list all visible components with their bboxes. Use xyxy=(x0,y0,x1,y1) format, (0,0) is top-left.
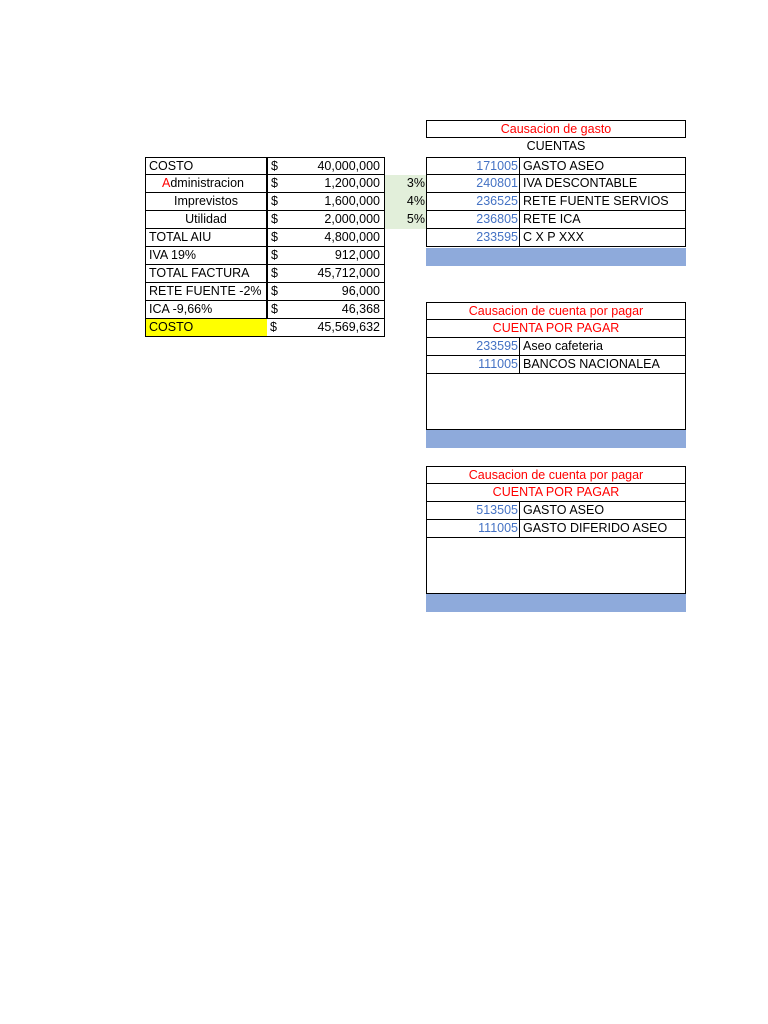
imprevistos-pct: 4% xyxy=(385,193,426,211)
section-footer-bar xyxy=(426,594,686,612)
currency-symbol: $ xyxy=(267,319,287,337)
section-subtitle: CUENTAS xyxy=(526,139,586,153)
imprevistos-amount: 1,600,000 xyxy=(287,193,385,211)
section-title: Causacion de cuenta por pagar xyxy=(426,466,686,484)
section-title: Causacion de gasto xyxy=(426,120,686,138)
account-code: 233595 xyxy=(426,229,520,247)
rete-fuente-amount: 96,000 xyxy=(287,283,385,301)
iva-label: IVA 19% xyxy=(145,247,267,265)
section-footer-bar xyxy=(426,430,686,448)
account-code: 513505 xyxy=(426,502,520,520)
cost-amount: 40,000,000 xyxy=(287,157,385,175)
final-cost-label: COSTO xyxy=(145,319,267,337)
total-aiu-label: TOTAL AIU xyxy=(145,229,267,247)
utilidad-pct: 5% xyxy=(385,211,426,229)
ica-label: ICA -9,66% xyxy=(145,301,267,319)
account-name: BANCOS NACIONALEA xyxy=(519,356,686,374)
administracion-rest: dministracion xyxy=(170,176,244,190)
account-code: 111005 xyxy=(426,520,520,538)
administracion-label xyxy=(145,175,267,193)
account-name: GASTO DIFERIDO ASEO xyxy=(519,520,686,538)
currency-symbol: $ xyxy=(267,211,287,229)
section-subtitle: CUENTA POR PAGAR xyxy=(426,484,686,502)
utilidad-label: Utilidad xyxy=(145,211,267,229)
empty-entry-area xyxy=(426,374,686,430)
currency-symbol: $ xyxy=(267,301,287,319)
total-factura-label: TOTAL FACTURA xyxy=(145,265,267,283)
account-name: Aseo cafeteria xyxy=(519,338,686,356)
currency-symbol: $ xyxy=(267,265,287,283)
section-footer-bar xyxy=(426,248,686,266)
total-factura-amount: 45,712,000 xyxy=(287,265,385,283)
administracion-pct: 3% xyxy=(385,175,426,193)
currency-symbol: $ xyxy=(267,283,287,301)
account-name: IVA DESCONTABLE xyxy=(519,175,686,193)
account-name: GASTO ASEO xyxy=(519,157,686,175)
currency-symbol: $ xyxy=(267,193,287,211)
account-name: RETE FUENTE SERVIOS xyxy=(519,193,686,211)
administracion-amount: 1,200,000 xyxy=(287,175,385,193)
imprevistos-label: Imprevistos xyxy=(145,193,267,211)
account-name: RETE ICA xyxy=(519,211,686,229)
currency-symbol: $ xyxy=(267,175,287,193)
account-code: 240801 xyxy=(426,175,520,193)
iva-amount: 912,000 xyxy=(287,247,385,265)
final-cost-amount: 45,569,632 xyxy=(287,319,385,337)
section-subtitle: CUENTA POR PAGAR xyxy=(426,320,686,338)
account-code: 236525 xyxy=(426,193,520,211)
utilidad-amount: 2,000,000 xyxy=(287,211,385,229)
ica-amount: 46,368 xyxy=(287,301,385,319)
total-aiu-amount: 4,800,000 xyxy=(287,229,385,247)
account-code: 233595 xyxy=(426,338,520,356)
empty-entry-area xyxy=(426,538,686,594)
administracion-initial: A xyxy=(162,176,171,190)
account-code: 111005 xyxy=(426,356,520,374)
currency-symbol: $ xyxy=(267,229,287,247)
currency-symbol: $ xyxy=(267,157,287,175)
section-title: Causacion de cuenta por pagar xyxy=(426,302,686,320)
account-code: 171005 xyxy=(426,157,520,175)
cost-label: COSTO xyxy=(145,157,267,175)
rete-fuente-label: RETE FUENTE -2% xyxy=(145,283,267,301)
account-name: C X P XXX xyxy=(519,229,686,247)
account-code: 236805 xyxy=(426,211,520,229)
account-name: GASTO ASEO xyxy=(519,502,686,520)
currency-symbol: $ xyxy=(267,247,287,265)
